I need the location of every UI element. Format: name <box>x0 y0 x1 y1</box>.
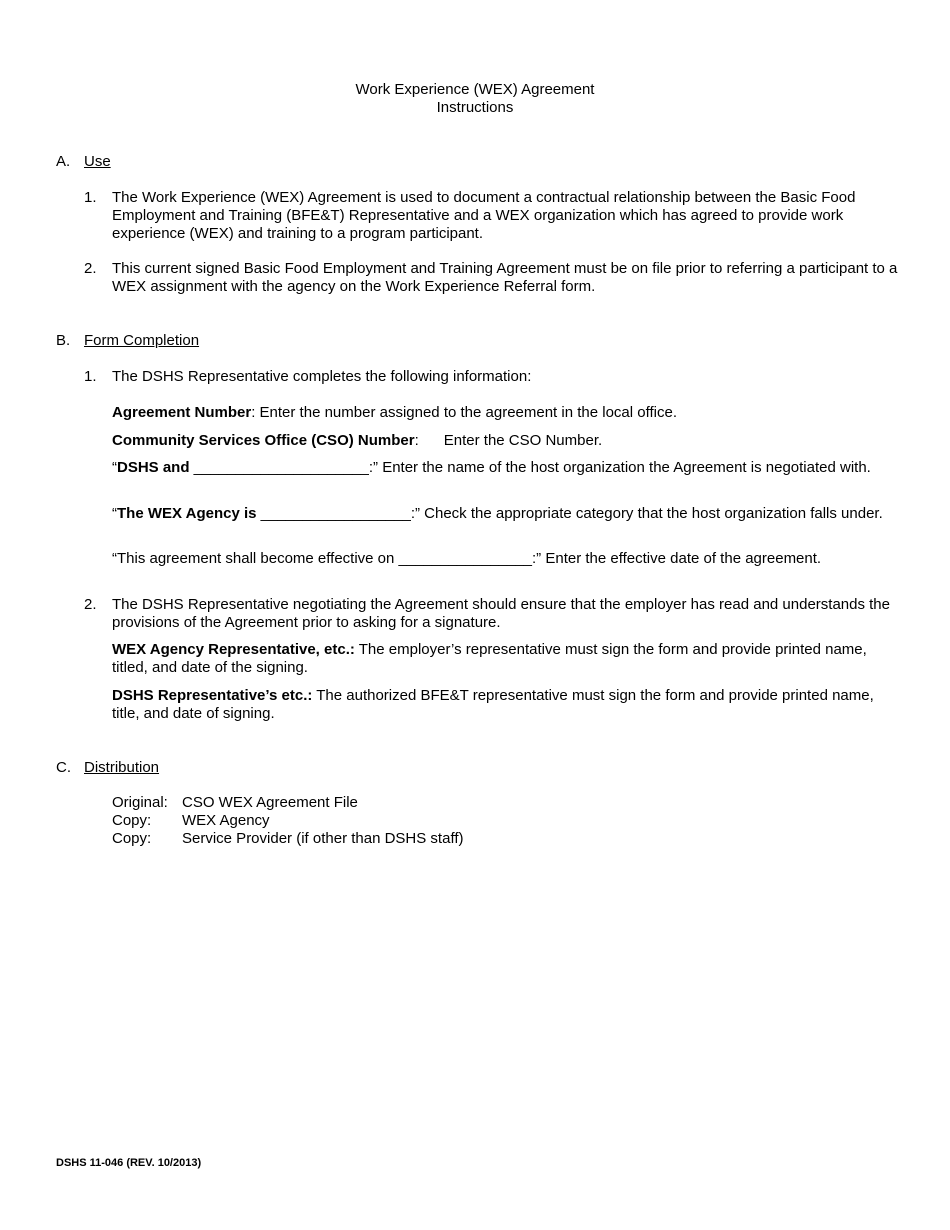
field-instruction: The authorized BFE&T representative must sign the form and provide printed name, title, and date of signing. <box>112 687 874 722</box>
section-b-item-2 <box>84 596 904 632</box>
section-a-heading <box>56 153 111 171</box>
section-title: Distribution <box>84 759 160 776</box>
field-instruction: The employer’s representative must sign the form and provide printed name, titled, and date of the signing. <box>112 641 867 676</box>
field-name: Agreement Number <box>112 404 252 421</box>
document-subtitle: Instructions <box>436 99 514 116</box>
section-a-item-2 <box>84 260 904 296</box>
distribution-row <box>112 794 358 812</box>
document-title: Work Experience (WEX) Agreement <box>355 81 595 98</box>
dshs-and-instruction <box>112 459 902 477</box>
field-instruction: __________________:” Check the appropriate category that the host organization falls under. <box>256 505 883 522</box>
field-instruction: _____________________:” Enter the name of the host organization the Agreement is negotiated with. <box>189 459 871 476</box>
section-a-item-1 <box>84 189 904 243</box>
distribution-row <box>112 830 464 848</box>
distribution-label: Original: <box>112 794 168 811</box>
distribution-value: WEX Agency <box>182 812 270 829</box>
distribution-label: Copy: <box>112 812 152 829</box>
field-instruction: : Enter the CSO Number. <box>414 432 603 449</box>
section-c-heading <box>56 759 159 777</box>
field-name: WEX Agency Representative, etc.: <box>112 641 355 658</box>
distribution-row <box>112 812 270 830</box>
distribution-value: CSO WEX Agreement File <box>182 794 358 811</box>
field-name: The WEX Agency is <box>117 505 257 522</box>
section-letter: C. <box>56 759 71 776</box>
item-text: The DSHS Representative completes the following information: <box>112 368 532 385</box>
section-title: Use <box>84 153 111 170</box>
section-letter: A. <box>56 153 71 170</box>
open-quote: “ <box>112 505 117 522</box>
wex-rep-instruction <box>112 641 902 677</box>
section-title: Form Completion <box>84 332 200 349</box>
field-name: Community Services Office (CSO) Number <box>112 432 415 449</box>
item-text: The DSHS Representative negotiating the Agreement should ensure that the employer has read and understands the provisions of the Agreement prior to asking for a signature. <box>112 596 890 631</box>
agreement-number-instruction <box>112 404 902 422</box>
cso-number-instruction <box>112 432 902 450</box>
section-b-item-1 <box>84 368 904 386</box>
open-quote: “ <box>112 459 117 476</box>
item-text: The Work Experience (WEX) Agreement is used to document a contractual relationship between the Basic Food Employment and Training (BFE&T) Representative and a WEX organization which has agreed to provide work experience (WEX) and training to a program participant. <box>112 189 856 242</box>
effective-date-instruction: “This agreement shall become effective on ________________:” Enter the effective date of the agreement. <box>112 550 822 567</box>
distribution-value: Service Provider (if other than DSHS staff) <box>182 830 464 847</box>
section-letter: B. <box>56 332 71 349</box>
distribution-label: Copy: <box>112 830 152 847</box>
field-instruction: : Enter the number assigned to the agreement in the local office. <box>251 404 678 421</box>
item-text: This current signed Basic Food Employment and Training Agreement must be on file prior to referring a participant to a WEX assignment with the agency on the Work Experience Referral form. <box>112 260 898 295</box>
form-id-footer: DSHS 11-046 (REV. 10/2013) <box>56 1157 202 1169</box>
item-number: 1. <box>84 368 97 385</box>
dshs-rep-instruction <box>112 687 902 723</box>
section-b-heading <box>56 332 199 350</box>
item-number: 1. <box>84 189 97 206</box>
field-name: DSHS and <box>117 459 190 476</box>
field-name: DSHS Representative’s etc.: <box>112 687 313 704</box>
wex-agency-instruction <box>112 505 902 523</box>
item-number: 2. <box>84 260 97 277</box>
item-number: 2. <box>84 596 97 613</box>
